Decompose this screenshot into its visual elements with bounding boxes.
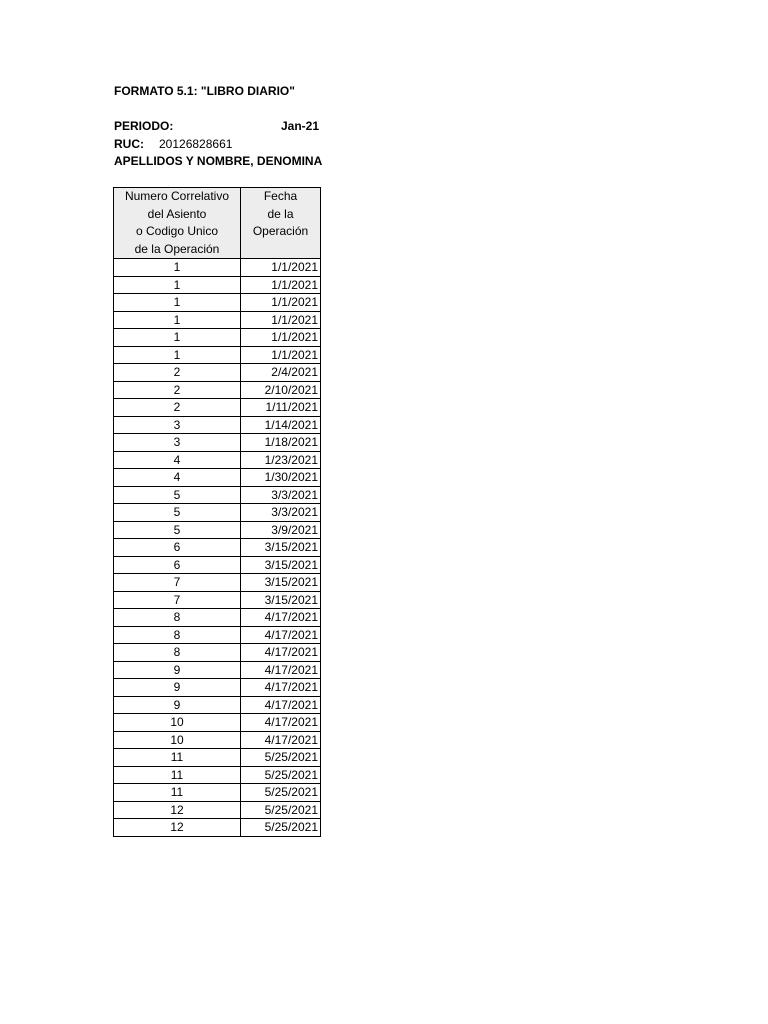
table-row xyxy=(114,784,321,802)
table-row xyxy=(114,276,321,294)
table-row xyxy=(114,766,321,784)
cell-fecha-operacion: 4/17/2021 xyxy=(241,644,321,662)
cell-numero-correlativo: 12 xyxy=(114,819,241,837)
cell-fecha-operacion: 5/25/2021 xyxy=(241,801,321,819)
table-row xyxy=(114,486,321,504)
table-row xyxy=(114,591,321,609)
cell-numero-correlativo: 4 xyxy=(114,469,241,487)
table-row xyxy=(114,399,321,417)
cell-numero-correlativo: 9 xyxy=(114,696,241,714)
header-line: Fecha xyxy=(263,189,298,203)
table-header-row xyxy=(114,188,321,259)
table-row xyxy=(114,819,321,837)
cell-fecha-operacion: 4/17/2021 xyxy=(241,731,321,749)
table-row xyxy=(114,346,321,364)
cell-fecha-operacion: 5/25/2021 xyxy=(241,766,321,784)
cell-numero-correlativo: 1 xyxy=(114,311,241,329)
cell-fecha-operacion: 1/1/2021 xyxy=(241,294,321,312)
ledger-table xyxy=(113,187,321,837)
cell-fecha-operacion: 5/25/2021 xyxy=(241,784,321,802)
header-line: Numero Correlativo xyxy=(124,189,230,203)
cell-fecha-operacion: 1/11/2021 xyxy=(241,399,321,417)
cell-fecha-operacion: 4/17/2021 xyxy=(241,714,321,732)
cell-numero-correlativo: 10 xyxy=(114,731,241,749)
cell-numero-correlativo: 5 xyxy=(114,486,241,504)
cell-fecha-operacion: 3/3/2021 xyxy=(241,486,321,504)
table-row xyxy=(114,539,321,557)
cell-numero-correlativo: 12 xyxy=(114,801,241,819)
cell-numero-correlativo: 8 xyxy=(114,644,241,662)
table-row xyxy=(114,661,321,679)
ledger-body xyxy=(114,259,321,837)
cell-fecha-operacion: 4/17/2021 xyxy=(241,696,321,714)
cell-fecha-operacion: 4/17/2021 xyxy=(241,661,321,679)
table-row xyxy=(114,294,321,312)
cell-fecha-operacion: 3/15/2021 xyxy=(241,574,321,592)
table-row xyxy=(114,714,321,732)
table-row xyxy=(114,416,321,434)
table-row xyxy=(114,679,321,697)
table-row xyxy=(114,381,321,399)
cell-numero-correlativo: 2 xyxy=(114,364,241,382)
cell-numero-correlativo: 6 xyxy=(114,556,241,574)
cell-fecha-operacion: 1/1/2021 xyxy=(241,259,321,277)
header-line: de la xyxy=(267,206,294,221)
table-row xyxy=(114,504,321,522)
cell-fecha-operacion: 3/9/2021 xyxy=(241,521,321,539)
cell-numero-correlativo: 1 xyxy=(114,276,241,294)
cell-fecha-operacion: 1/1/2021 xyxy=(241,329,321,347)
cell-numero-correlativo: 8 xyxy=(114,626,241,644)
table-row xyxy=(114,469,321,487)
cell-numero-correlativo: 1 xyxy=(114,329,241,347)
cell-fecha-operacion: 4/17/2021 xyxy=(241,609,321,627)
cell-fecha-operacion: 3/15/2021 xyxy=(241,539,321,557)
cell-fecha-operacion: 1/1/2021 xyxy=(241,276,321,294)
cell-numero-correlativo: 1 xyxy=(114,346,241,364)
cell-numero-correlativo: 11 xyxy=(114,766,241,784)
cell-fecha-operacion: 1/18/2021 xyxy=(241,434,321,452)
cell-numero-correlativo: 5 xyxy=(114,504,241,522)
table-row xyxy=(114,696,321,714)
table-row xyxy=(114,749,321,767)
cell-numero-correlativo: 1 xyxy=(114,259,241,277)
cell-fecha-operacion: 4/17/2021 xyxy=(241,679,321,697)
ruc-label: RUC: xyxy=(114,137,144,151)
header-line: de la Operación xyxy=(134,241,220,256)
cell-numero-correlativo: 1 xyxy=(114,294,241,312)
table-row xyxy=(114,451,321,469)
table-row xyxy=(114,364,321,382)
cell-fecha-operacion: 1/14/2021 xyxy=(241,416,321,434)
cell-fecha-operacion: 1/30/2021 xyxy=(241,469,321,487)
header-fecha-operacion xyxy=(241,188,321,259)
table-row xyxy=(114,801,321,819)
table-row xyxy=(114,311,321,329)
periodo-value: Jan-21 xyxy=(281,119,320,133)
periodo-label: PERIODO: xyxy=(114,119,174,133)
table-row xyxy=(114,731,321,749)
cell-fecha-operacion: 4/17/2021 xyxy=(241,626,321,644)
cell-fecha-operacion: 3/15/2021 xyxy=(241,556,321,574)
cell-numero-correlativo: 3 xyxy=(114,416,241,434)
cell-fecha-operacion: 3/15/2021 xyxy=(241,591,321,609)
table-row xyxy=(114,259,321,277)
cell-fecha-operacion: 2/10/2021 xyxy=(241,381,321,399)
table-row xyxy=(114,644,321,662)
ruc-value: 20126828661 xyxy=(159,137,233,151)
table-row xyxy=(114,626,321,644)
table-row xyxy=(114,574,321,592)
cell-numero-correlativo: 11 xyxy=(114,784,241,802)
cell-numero-correlativo: 11 xyxy=(114,749,241,767)
header-line: o Codigo Unico xyxy=(135,224,219,238)
cell-numero-correlativo: 7 xyxy=(114,574,241,592)
header-numero-correlativo xyxy=(114,188,241,259)
cell-fecha-operacion: 1/23/2021 xyxy=(241,451,321,469)
table-row xyxy=(114,609,321,627)
cell-numero-correlativo: 2 xyxy=(114,381,241,399)
cell-numero-correlativo: 3 xyxy=(114,434,241,452)
cell-fecha-operacion: 3/3/2021 xyxy=(241,504,321,522)
table-row xyxy=(114,521,321,539)
cell-fecha-operacion: 1/1/2021 xyxy=(241,311,321,329)
header-line: Operación xyxy=(252,224,309,238)
cell-fecha-operacion: 1/1/2021 xyxy=(241,346,321,364)
header-line: del Asiento xyxy=(147,206,207,221)
table-row xyxy=(114,556,321,574)
apellidos-label: APELLIDOS Y NOMBRE, DENOMINA xyxy=(114,154,323,168)
document-title: FORMATO 5.1: "LIBRO DIARIO" xyxy=(114,84,295,98)
cell-numero-correlativo: 4 xyxy=(114,451,241,469)
cell-numero-correlativo: 2 xyxy=(114,399,241,417)
cell-numero-correlativo: 6 xyxy=(114,539,241,557)
cell-numero-correlativo: 5 xyxy=(114,521,241,539)
cell-numero-correlativo: 10 xyxy=(114,714,241,732)
cell-numero-correlativo: 8 xyxy=(114,609,241,627)
table-row xyxy=(114,329,321,347)
cell-numero-correlativo: 9 xyxy=(114,661,241,679)
cell-fecha-operacion: 5/25/2021 xyxy=(241,749,321,767)
cell-numero-correlativo: 9 xyxy=(114,679,241,697)
cell-fecha-operacion: 2/4/2021 xyxy=(241,364,321,382)
cell-numero-correlativo: 7 xyxy=(114,591,241,609)
table-row xyxy=(114,434,321,452)
cell-fecha-operacion: 5/25/2021 xyxy=(241,819,321,837)
